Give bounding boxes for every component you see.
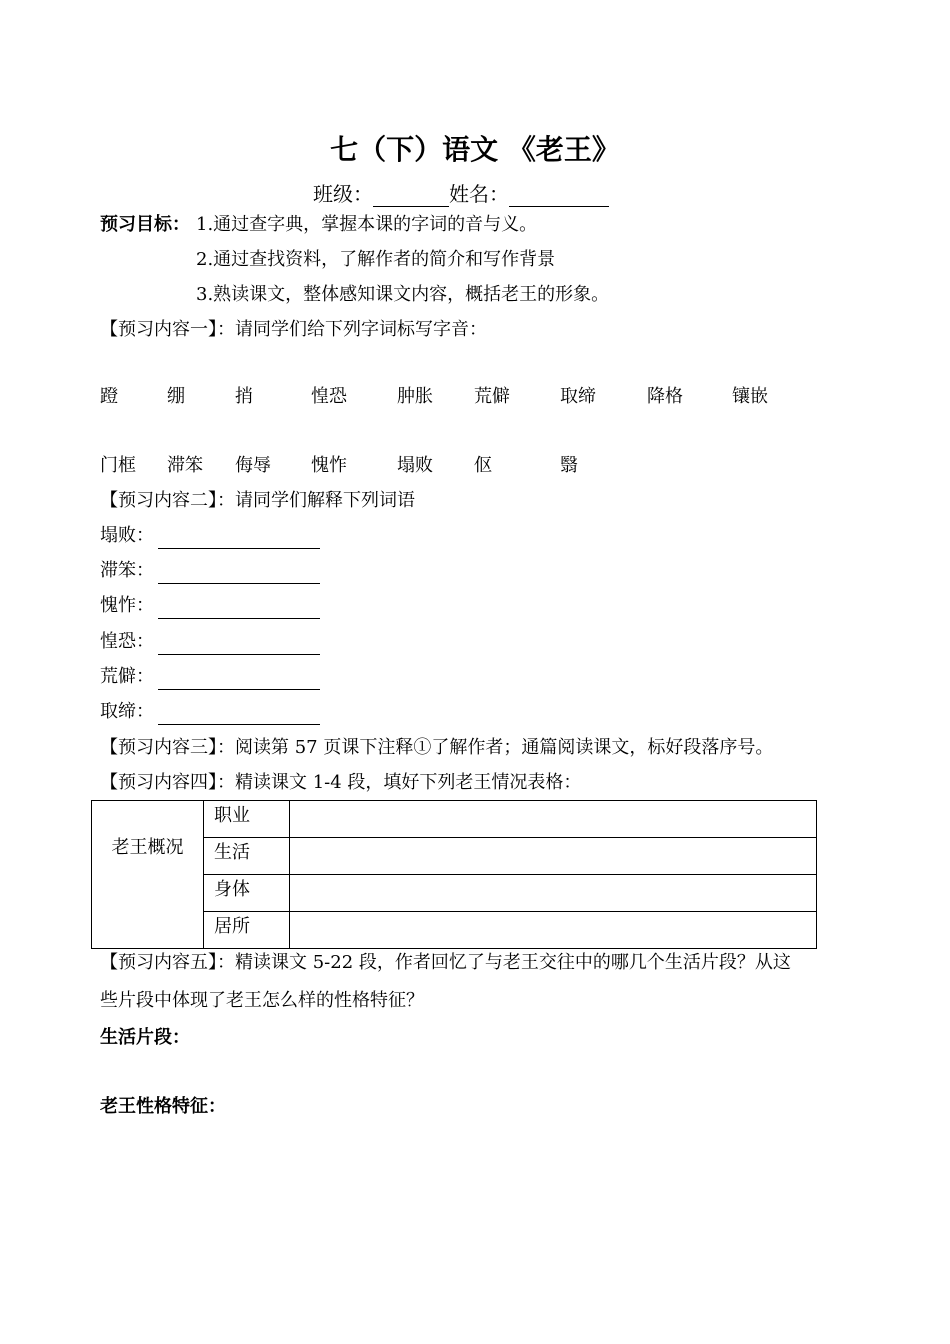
table-row-label: 身体	[204, 875, 290, 912]
word-item: 取缔	[560, 386, 596, 407]
word-item: 愧怍	[311, 455, 347, 476]
definition-answer-line[interactable]	[158, 548, 320, 549]
class-label: 班级：	[313, 182, 373, 206]
definition-term: 塌败：	[100, 525, 154, 546]
class-field[interactable]	[373, 184, 449, 207]
word-item: 伛	[474, 455, 492, 476]
word-item: 塌败	[397, 455, 433, 476]
definition-answer-line[interactable]	[158, 689, 320, 690]
name-field[interactable]	[509, 184, 609, 207]
table-answer-cell[interactable]	[290, 838, 817, 875]
pinyin-words-row2	[0, 451, 950, 477]
definition-row	[0, 556, 950, 586]
definition-term: 荒僻：	[100, 666, 154, 687]
laowang-overview-table	[91, 800, 817, 949]
word-item: 蹬	[100, 386, 118, 407]
pinyin-words-row1	[0, 382, 950, 408]
definition-answer-line[interactable]	[158, 618, 320, 619]
table-answer-cell[interactable]	[290, 875, 817, 912]
table-title-cell: 老王概况	[92, 801, 204, 949]
word-item: 惶恐	[311, 386, 347, 407]
definition-term: 愧怍：	[100, 595, 154, 616]
definition-term: 取缔：	[100, 701, 154, 722]
section4-heading: 【预习内容四】：精读课文 1-4 段，填好下列老王情况表格：	[100, 772, 582, 793]
section1-heading: 【预习内容一】：请同学们给下列字词标写字音：	[100, 319, 487, 340]
definition-row	[0, 521, 950, 551]
word-item: 荒僻	[474, 386, 510, 407]
goal-item: 1.通过查字典，掌握本课的字词的音与义。	[196, 214, 538, 235]
goals-label: 预习目标：	[100, 214, 190, 235]
definition-answer-line[interactable]	[158, 583, 320, 584]
character-traits-label: 老王性格特征：	[100, 1096, 226, 1117]
table-answer-cell[interactable]	[290, 801, 817, 838]
life-episodes-label: 生活片段：	[100, 1027, 190, 1048]
word-item: 滞笨	[167, 455, 203, 476]
goal-item: 2.通过查找资料，了解作者的简介和写作背景	[196, 249, 556, 270]
word-item: 侮辱	[235, 455, 271, 476]
table-row-label: 职业	[204, 801, 290, 838]
word-item: 捎	[235, 386, 253, 407]
table-answer-cell[interactable]	[290, 912, 817, 949]
definition-answer-line[interactable]	[158, 724, 320, 725]
definition-row	[0, 627, 950, 657]
definition-term: 惶恐：	[100, 631, 154, 652]
table-row-label: 生活	[204, 838, 290, 875]
definition-row	[0, 591, 950, 621]
word-item: 肿胀	[397, 386, 433, 407]
definition-term: 滞笨：	[100, 560, 154, 581]
definition-answer-line[interactable]	[158, 654, 320, 655]
page-title: 七（下）语文 《老王》	[330, 133, 620, 166]
section2-heading: 【预习内容二】：请同学们解释下列词语	[100, 490, 415, 511]
word-item: 镶嵌	[732, 386, 768, 407]
table-row	[92, 801, 817, 838]
section5-heading: 【预习内容五】：精读课文 5-22 段，作者回忆了与老王交往中的哪几个生活片段？从这	[100, 952, 791, 973]
word-item: 门框	[100, 455, 136, 476]
definition-row	[0, 697, 950, 727]
section3-heading: 【预习内容三】：阅读第 57 页课下注释①了解作者；通篇阅读课文，标好段落序号。	[100, 737, 774, 758]
definition-row	[0, 662, 950, 692]
word-item: 翳	[560, 455, 578, 476]
name-label: 姓名：	[449, 182, 509, 206]
word-item: 绷	[167, 386, 185, 407]
word-item: 降格	[647, 386, 683, 407]
student-info	[313, 178, 609, 207]
table-row-label: 居所	[204, 912, 290, 949]
section5-heading-cont: 些片段中体现了老王怎么样的性格特征？	[100, 990, 424, 1011]
goal-item: 3.熟读课文，整体感知课文内容，概括老王的形象。	[196, 284, 610, 305]
